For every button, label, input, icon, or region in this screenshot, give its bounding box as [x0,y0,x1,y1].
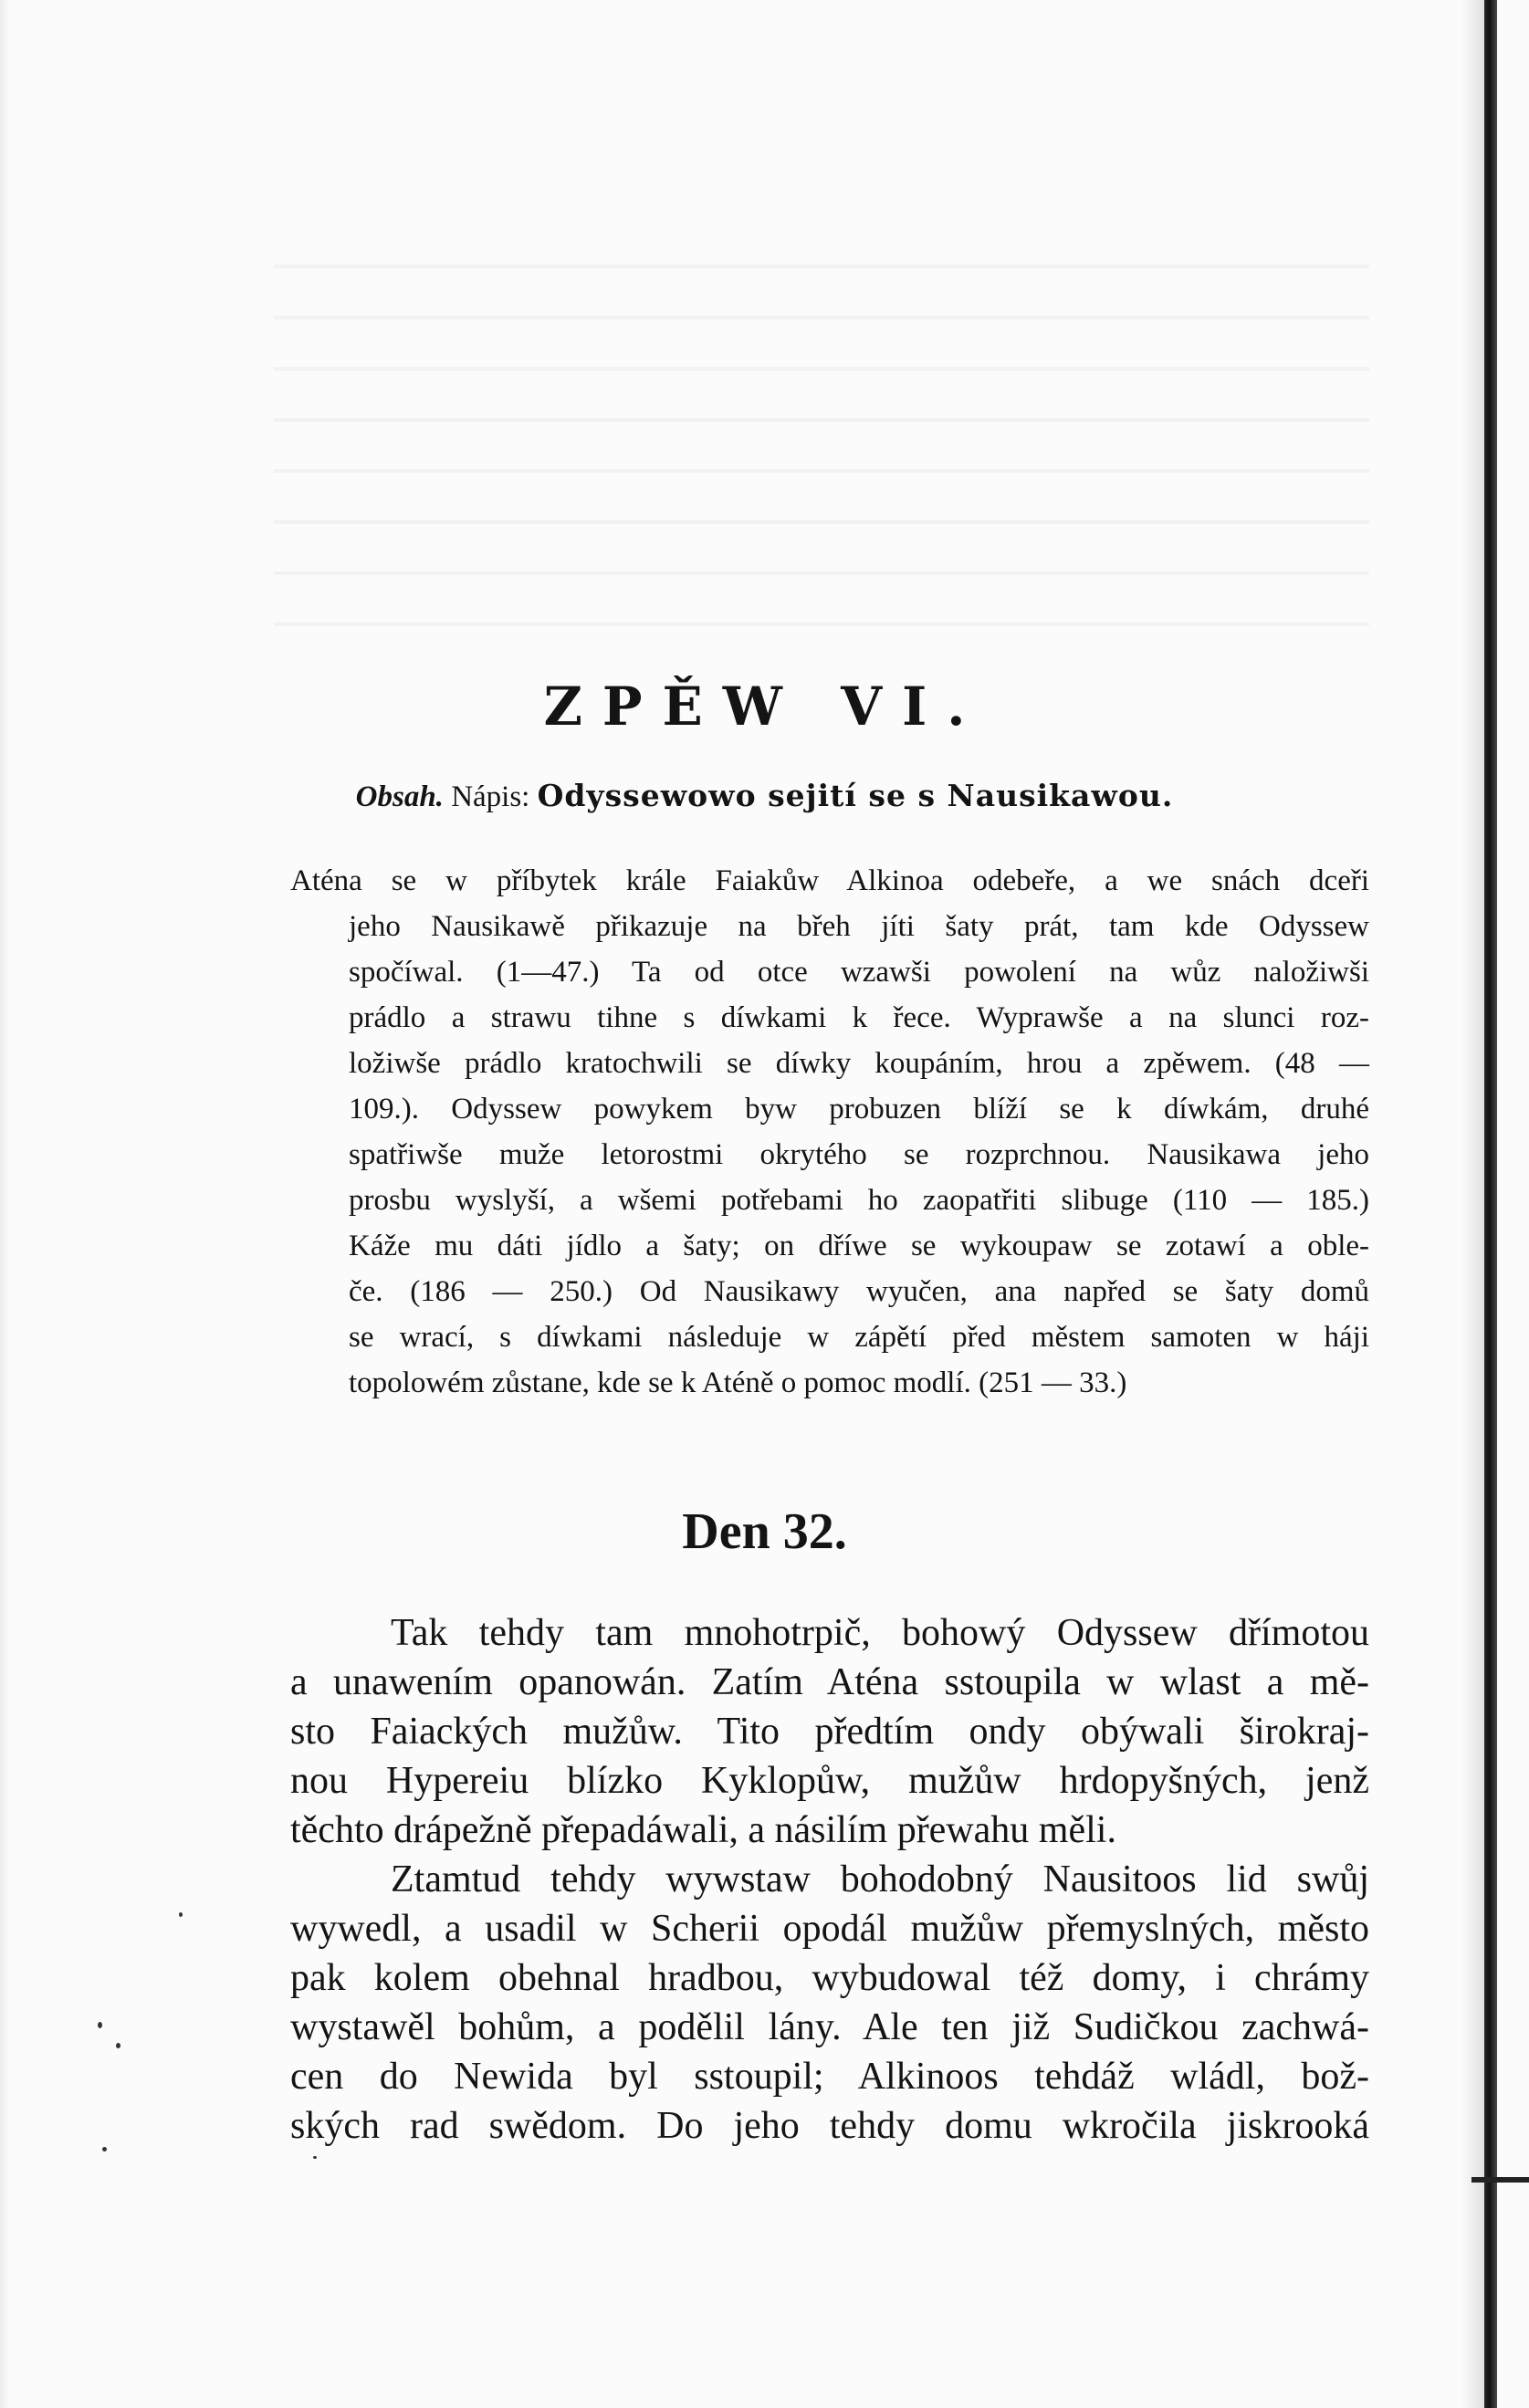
day-heading: Den 32. [682,1503,847,1560]
body-line: pak kolem obehnal hradbou, wybudowal též domy, i chrámy [290,1957,1369,1999]
summary-line: topolowém zůstane, kde se k Aténě o pomoc modlí. (251 — 33.) [349,1366,1127,1399]
body-line: wywedl, a usadil w Scherii opodál mužůw přemyslných, město [290,1908,1369,1950]
body-line: nou Hypereiu blízko Kyklopůw, mužůw hrdopyšných, jenž [290,1760,1369,1802]
body-line: sto Faiackých mužůw. Tito předtím ondy obýwali širokraj- [290,1711,1369,1753]
body-line: Ztamtud tehdy wywstaw bohodobný Nausitoos lid swůj [391,1858,1369,1900]
page-edge [1484,0,1497,2408]
summary-line: Aténa se w příbytek krále Faiakůw Alkinoa odebeře, a we snách dceři [290,864,1369,897]
gutter-shadow [1461,0,1484,2408]
scan-speck [102,2147,107,2151]
summary-title [0,778,1529,814]
page-left-shadow [0,0,9,2408]
summary-line: 109.). Odyssew powykem byw probuzen blíží se k díwkám, druhé [349,1093,1369,1125]
summary-line: jeho Nausikawě přikazuje na břeh jíti šaty prát, tam kde Odyssew [349,910,1369,943]
summary-line: če. (186 — 250.) Od Nausikawy wyučen, ana napřed se šaty domů [349,1275,1369,1308]
body-line: Tak tehdy tam mnohotrpič, bohowý Odyssew dřímotou [391,1612,1369,1654]
chapter-heading: ZPĚW VI. [543,675,986,738]
summary-line: spatřiwše muže letorostmi okrytého se rozprchnou. Nausikawa jeho [349,1138,1369,1171]
summary-line: Káže mu dáti jídlo a šaty; on dříwe se wykoupaw se zotawí a oble- [349,1230,1369,1262]
body-line: ských rad swědom. Do jeho tehdy domu wkročila jiskrooká [290,2105,1369,2147]
body-line: cen do Newida byl sstoupil; Alkinoos tehdáž wládl, bož- [290,2056,1369,2098]
summary-line: spočíwal. (1—47.) Ta od otce wzawši powolení na wůz naložiwši [349,956,1369,989]
page-corner-mark [1471,2177,1529,2183]
body-line: a unawením opanowán. Zatím Aténa sstoupila w wlast a mě- [290,1661,1369,1703]
summary-title-text: Odyssewowo sejití se s Nausikawou. [537,778,1174,813]
napis-label: Nápis: [451,780,530,813]
scan-speck [179,1912,183,1917]
summary-line: prádlo a strawu tihne s díwkami k řece. Wyprawše a na slunci roz- [349,1001,1369,1034]
body-line: wystawěl bohům, a podělil lány. Ale ten již Sudičkou zachwá- [290,2006,1369,2048]
bleed-through-texture [274,265,1369,648]
summary-line: se wrací, s díwkami následuje w zápětí před městem samoten w háji [349,1321,1369,1354]
body-line: těchto drápežně přepadáwali, a násilím přewahu měli. [290,1809,1116,1851]
scan-speck [116,2043,120,2048]
body-text [290,1608,1369,2151]
summary-line: ložiwše prádlo kratochwili se díwky koupáním, hrou a zpěwem. (48 — [349,1047,1369,1080]
summary-line: prosbu wyslyší, a wšemi potřebami ho zaopatřiti slibuge (110 — 185.) [349,1184,1369,1217]
obsah-label: Obsah. [355,780,444,813]
scan-speck [98,2022,102,2028]
scan-speck [313,2156,317,2159]
chapter-summary [290,858,1369,1406]
